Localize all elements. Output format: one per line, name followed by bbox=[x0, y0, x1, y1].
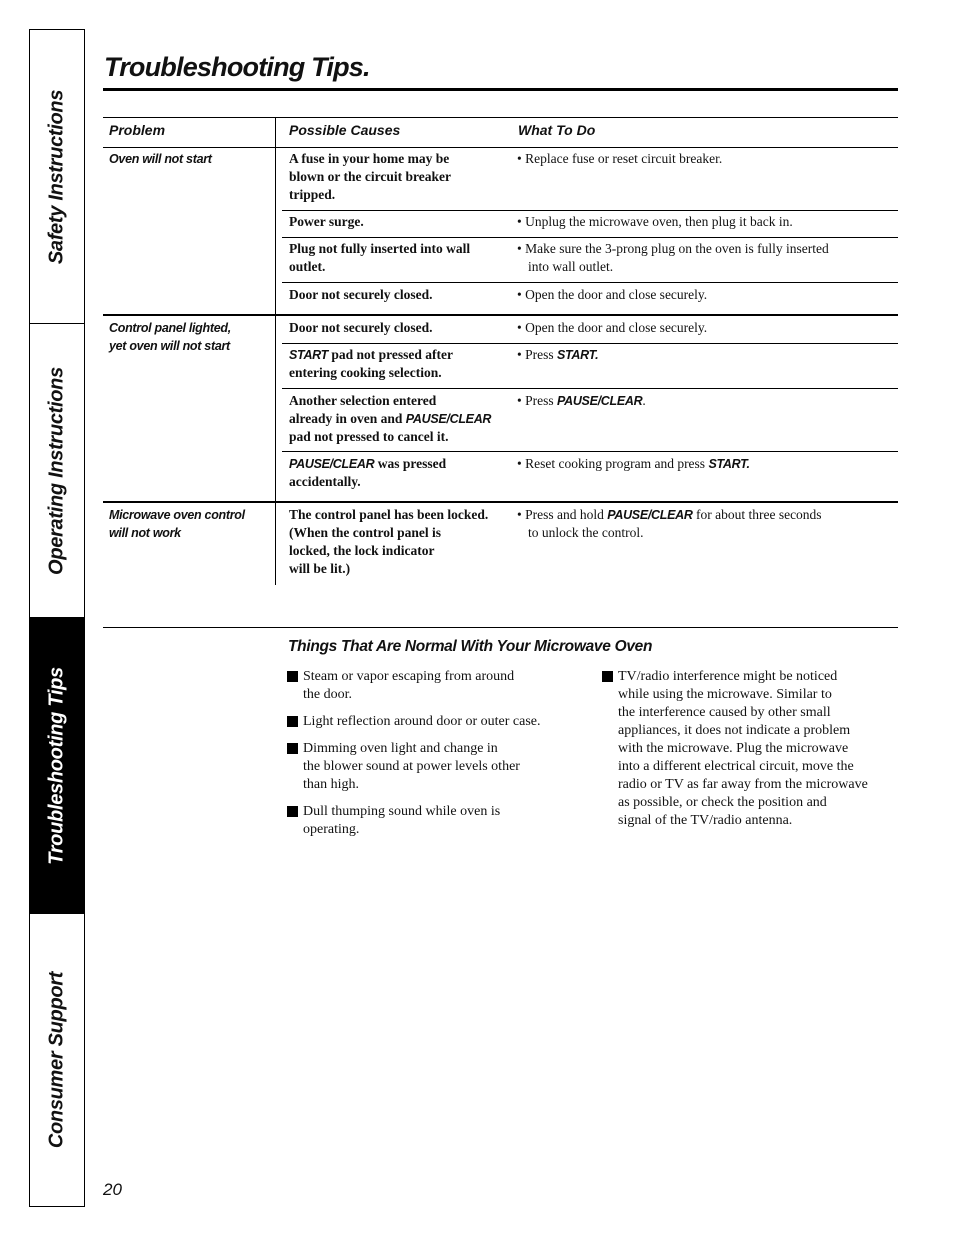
list-item: Dull thumping sound while oven is operating. bbox=[287, 803, 500, 839]
cause-another-selection: Another selection entered already in oven and PAUSE/CLEAR pad not pressed to cancel it. bbox=[289, 393, 492, 444]
table-top-rule bbox=[103, 117, 898, 118]
title-rule bbox=[103, 88, 898, 91]
normal-things-heading: Things That Are Normal With Your Microwave Oven bbox=[288, 638, 653, 655]
sidebar-tabs bbox=[29, 29, 85, 1207]
tab-label: Safety Instructions bbox=[45, 89, 68, 264]
tab-consumer-support[interactable] bbox=[30, 914, 84, 1206]
problem-control-will-not-work: Microwave oven control will not work bbox=[109, 508, 245, 540]
todo-reset-program: • Reset cooking program and press START. bbox=[517, 456, 750, 471]
tab-label: Operating Instructions bbox=[45, 366, 68, 575]
tab-label: Troubleshooting Tips bbox=[45, 666, 68, 865]
list-item: TV/radio interference might be noticed while using the microwave. Similar to the interference caused by other small appliances, it does not indicate a problem with the microwave. Plug the microwave into a different electrical circuit, move the radio or TV as far away from the microwave as possible, or check the position and signal of the TV/radio antenna. bbox=[602, 668, 868, 830]
todo-replace-fuse: • Replace fuse or reset circuit breaker. bbox=[517, 151, 723, 166]
problem-oven-will-not-start: Oven will not start bbox=[109, 152, 212, 166]
cause-door-not-closed: Door not securely closed. bbox=[289, 287, 433, 302]
row-divider bbox=[282, 451, 898, 452]
group-divider bbox=[103, 314, 898, 316]
cause-panel-locked: The control panel has been locked. (When the control panel is locked, the lock indicator will be lit.) bbox=[289, 507, 489, 576]
cause-pause-clear-pressed: PAUSE/CLEAR was pressed accidentally. bbox=[289, 456, 447, 489]
square-bullet-icon bbox=[287, 806, 298, 817]
todo-check-plug: • Make sure the 3-prong plug on the oven is fully inserted into wall outlet. bbox=[517, 241, 829, 274]
page-number: 20 bbox=[103, 1180, 122, 1199]
square-bullet-icon bbox=[287, 716, 298, 727]
row-divider bbox=[282, 343, 898, 344]
square-bullet-icon bbox=[287, 743, 298, 754]
header-what-to-do: What To Do bbox=[518, 122, 596, 138]
todo-press-start: • Press START. bbox=[517, 347, 599, 362]
table-column-divider bbox=[275, 117, 276, 585]
todo-unlock-control: • Press and hold PAUSE/CLEAR for about three seconds to unlock the control. bbox=[517, 507, 822, 540]
page-title: Troubleshooting Tips. bbox=[104, 52, 370, 82]
cause-door-not-closed: Door not securely closed. bbox=[289, 320, 433, 335]
todo-close-door: • Open the door and close securely. bbox=[517, 320, 708, 335]
header-problem: Problem bbox=[109, 122, 166, 138]
list-item: Dimming oven light and change in the blower sound at power levels other than high. bbox=[287, 740, 520, 794]
row-divider bbox=[282, 237, 898, 238]
cause-plug-not-inserted: Plug not fully inserted into wall outlet. bbox=[289, 241, 471, 274]
tab-troubleshooting-tips[interactable] bbox=[30, 618, 84, 914]
cause-fuse: A fuse in your home may be blown or the circuit breaker tripped. bbox=[289, 151, 451, 202]
todo-unplug: • Unplug the microwave oven, then plug it back in. bbox=[517, 214, 793, 229]
section-rule bbox=[103, 627, 898, 628]
row-divider bbox=[282, 210, 898, 211]
square-bullet-icon bbox=[287, 671, 298, 682]
problem-control-panel-lighted: Control panel lighted, yet oven will not start bbox=[109, 321, 231, 353]
row-divider bbox=[282, 388, 898, 389]
todo-press-pause-clear: • Press PAUSE/CLEAR. bbox=[517, 393, 646, 408]
header-possible-causes: Possible Causes bbox=[289, 122, 401, 138]
group-divider bbox=[103, 501, 898, 503]
tab-operating-instructions[interactable] bbox=[30, 324, 84, 618]
row-divider bbox=[282, 282, 898, 283]
square-bullet-icon bbox=[602, 671, 613, 682]
todo-close-door: • Open the door and close securely. bbox=[517, 287, 708, 302]
tab-safety-instructions[interactable] bbox=[30, 30, 84, 324]
cause-start-not-pressed: START pad not pressed after entering cooking selection. bbox=[289, 347, 454, 380]
cause-power-surge: Power surge. bbox=[289, 214, 364, 229]
table-header-rule bbox=[103, 147, 898, 148]
list-item: Light reflection around door or outer case. bbox=[287, 713, 541, 731]
list-item: Steam or vapor escaping from around the door. bbox=[287, 668, 514, 704]
tab-label: Consumer Support bbox=[45, 971, 68, 1149]
